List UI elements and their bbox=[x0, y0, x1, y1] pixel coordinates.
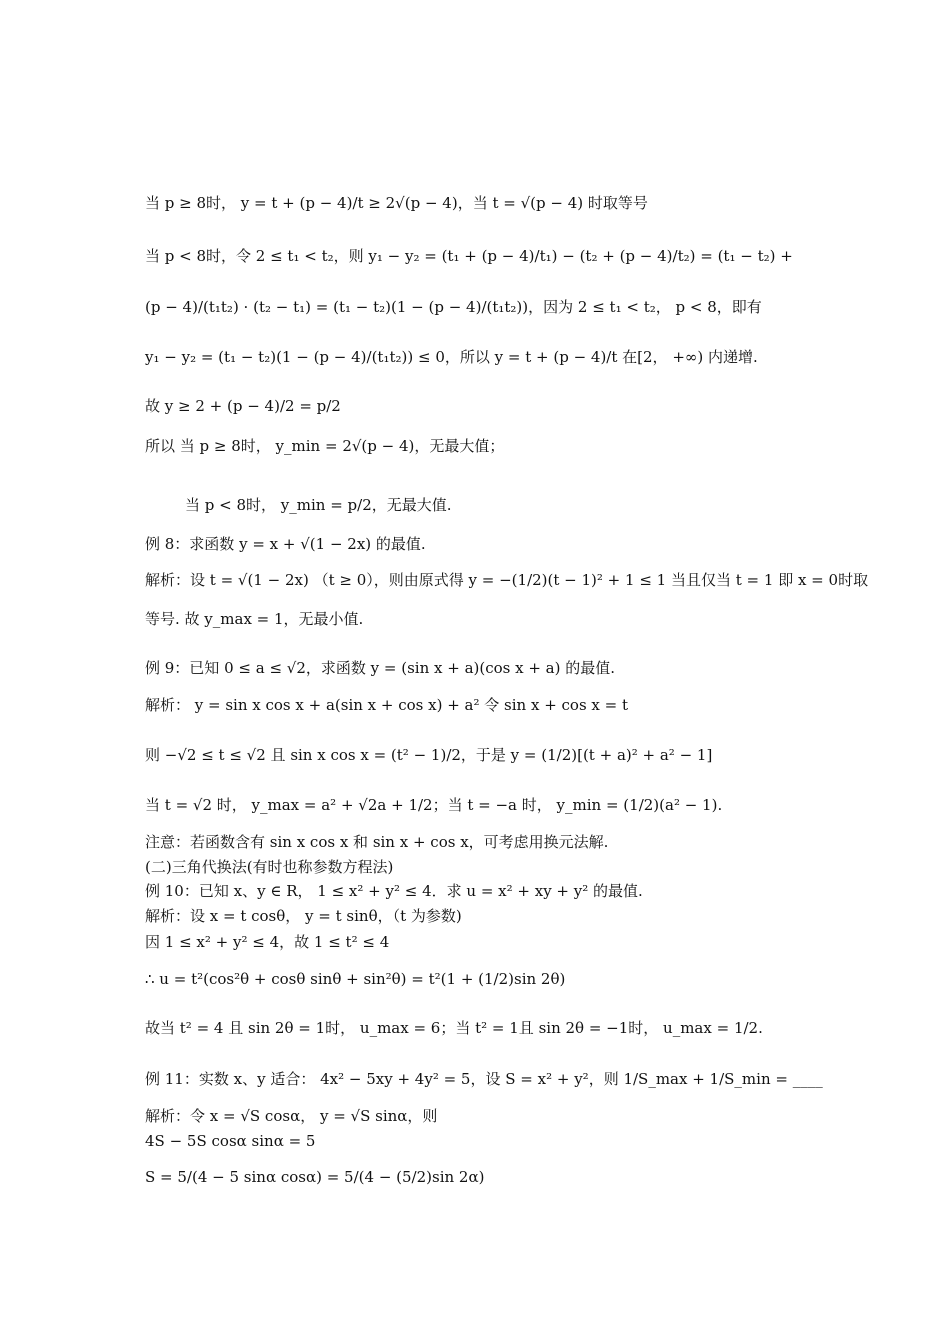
text-line: 4S − 5S cosα sinα = 5 bbox=[145, 1132, 316, 1150]
text-line: 注意：若函数含有 sin x cos x 和 sin x + cos x，可考虑用换元法解. bbox=[145, 833, 609, 851]
text-line: 故当 t² = 4 且 sin 2θ = 1时， u_max = 6；当 t² = 1且 sin 2θ = −1时， u_max = 1/2. bbox=[145, 1019, 763, 1037]
text-line: 解析： y = sin x cos x + a(sin x + cos x) + a² 令 sin x + cos x = t bbox=[145, 696, 629, 714]
text-line: ∴ u = t²(cos²θ + cosθ sinθ + sin²θ) = t²(1 + (1/2)sin 2θ) bbox=[145, 970, 566, 988]
text-line: 当 p < 8时， y_min = p/2，无最大值. bbox=[185, 496, 452, 514]
text-line: 解析：设 x = t cosθ， y = t sinθ，（t 为参数) bbox=[145, 907, 462, 925]
text-line: 当 p < 8时，令 2 ≤ t₁ < t₂，则 y₁ − y₂ = (t₁ + (p − 4)/t₁) − (t₂ + (p − 4)/t₂) = (t₁ − t₂) + bbox=[145, 247, 793, 265]
text-line: 所以 当 p ≥ 8时， y_min = 2√(p − 4)，无最大值； bbox=[145, 437, 505, 455]
text-line: (二)三角代换法(有时也称参数方程法) bbox=[145, 858, 394, 876]
text-line: 则 −√2 ≤ t ≤ √2 且 sin x cos x = (t² − 1)/2，于是 y = (1/2)[(t + a)² + a² − 1] bbox=[145, 746, 713, 764]
text-line: 当 p ≥ 8时， y = t + (p − 4)/t ≥ 2√(p − 4)，当 t = √(p − 4) 时取等号 bbox=[145, 194, 648, 212]
text-line: 例 8：求函数 y = x + √(1 − 2x) 的最值. bbox=[145, 535, 426, 553]
text-line: y₁ − y₂ = (t₁ − t₂)(1 − (p − 4)/(t₁t₂)) ≤ 0，所以 y = t + (p − 4)/t 在[2， +∞) 内递增. bbox=[145, 348, 758, 366]
text-line: 解析：令 x = √S cosα， y = √S sinα，则 bbox=[145, 1107, 438, 1125]
text-line: S = 5/(4 − 5 sinα cosα) = 5/(4 − (5/2)sin 2α) bbox=[145, 1168, 485, 1186]
text-line: 解析：设 t = √(1 − 2x) （t ≥ 0），则由原式得 y = −(1/2)(t − 1)² + 1 ≤ 1 当且仅当 t = 1 即 x = 0时取 bbox=[145, 571, 869, 589]
text-line: 因 1 ≤ x² + y² ≤ 4，故 1 ≤ t² ≤ 4 bbox=[145, 933, 390, 951]
text-line: (p − 4)/(t₁t₂) · (t₂ − t₁) = (t₁ − t₂)(1 − (p − 4)/(t₁t₂))，因为 2 ≤ t₁ < t₂， p < 8，即有 bbox=[145, 298, 762, 316]
text-line: 例 11：实数 x、y 适合： 4x² − 5xy + 4y² = 5，设 S = x² + y²，则 1/S_max + 1/S_min = ____ bbox=[145, 1070, 823, 1088]
text-line: 故 y ≥ 2 + (p − 4)/2 = p/2 bbox=[145, 397, 341, 415]
text-line: 例 9：已知 0 ≤ a ≤ √2，求函数 y = (sin x + a)(cos x + a) 的最值. bbox=[145, 659, 616, 677]
text-line: 例 10：已知 x、y ∈ R， 1 ≤ x² + y² ≤ 4．求 u = x² + xy + y² 的最值. bbox=[145, 882, 643, 900]
text-line: 当 t = √2 时， y_max = a² + √2a + 1/2；当 t = −a 时， y_min = (1/2)(a² − 1). bbox=[145, 796, 723, 814]
text-line: 等号. 故 y_max = 1，无最小值. bbox=[145, 610, 364, 628]
